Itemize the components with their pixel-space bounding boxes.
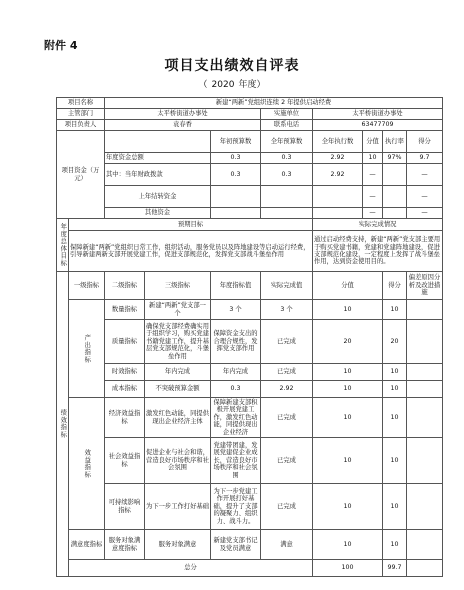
funds-cell: 0.3	[261, 164, 313, 186]
row-project-name	[57, 98, 443, 109]
funds-cell: 2.92	[313, 164, 363, 186]
page-title: 项目支出绩效自评表	[164, 58, 300, 74]
perf-got: 10	[383, 438, 407, 484]
perf-second: 数量指标	[105, 300, 145, 320]
perf-target: 3 个	[211, 300, 261, 320]
perf-got: 10	[383, 381, 407, 398]
overall-content-row	[57, 231, 443, 272]
perf-header: 分值	[313, 272, 383, 300]
overall-header-row	[57, 219, 443, 231]
perf-note	[407, 530, 443, 560]
funds-cell	[211, 186, 261, 208]
perf-row	[57, 381, 443, 398]
self-evaluation-table	[56, 97, 443, 577]
funds-row-label: 其中：当年财政拨款	[105, 164, 211, 186]
perf-score: 10	[313, 438, 383, 484]
funds-cell	[383, 208, 407, 219]
impl-label: 实施单位	[261, 109, 313, 120]
perf-note	[407, 484, 443, 530]
funds-blank-header	[105, 131, 211, 153]
perf-row	[57, 530, 443, 560]
perf-header: 一级指标	[69, 272, 105, 300]
perf-actual: 已完成	[261, 484, 313, 530]
perf-target: 新建党支部书记及党员满意	[211, 530, 261, 560]
perf-second: 时效指标	[105, 364, 145, 381]
funds-cell: —	[407, 164, 443, 186]
perf-third: 激发红色动能，同提供现出企业经济主体	[145, 398, 211, 438]
perf-actual: 满意	[261, 530, 313, 560]
perf-second: 质量指标	[105, 320, 145, 364]
perf-actual: 已完成	[261, 398, 313, 438]
funds-cell: 0.3	[261, 153, 313, 164]
overall-goal-label: 年度总体目标	[57, 219, 69, 272]
funds-col-header: 全年预算数	[261, 131, 313, 153]
perf-note	[407, 320, 443, 364]
perf-target: 为下一步党建工作开展打好基础，提升了支部的凝聚力、组织力、战斗力。	[211, 484, 261, 530]
year-open: （	[198, 80, 208, 90]
perf-header: 二级指标	[105, 272, 145, 300]
funds-cell: —	[407, 208, 443, 219]
perf-actual: 3 个	[261, 300, 313, 320]
phone-value: 63477709	[313, 120, 443, 131]
perf-third: 服务对象满意	[145, 530, 211, 560]
perf-row	[57, 320, 443, 364]
output-indicator-label: 产出指标	[69, 300, 105, 398]
perf-target: 保障新建支部积极开展党建工作，激发红色动能，同提供现出企业经济	[211, 398, 261, 438]
funds-cell: 10	[363, 153, 383, 164]
perf-score: 10	[313, 398, 383, 438]
perf-row	[57, 300, 443, 320]
funds-col-header: 全年执行数	[313, 131, 363, 153]
perf-header: 偏差原因分析及改进措施	[407, 272, 443, 300]
dept-value: 太平桥街道办事处	[105, 109, 261, 120]
funds-cell: —	[407, 186, 443, 208]
funds-cell	[313, 186, 363, 208]
perf-row	[57, 438, 443, 484]
perf-header: 实际完成值	[261, 272, 313, 300]
total-row	[57, 560, 443, 577]
perf-score: 10	[313, 381, 383, 398]
perf-target: 保障资金支出的合理合规性，发挥党支部作用	[211, 320, 261, 364]
perf-note	[407, 364, 443, 381]
funds-cell: —	[363, 164, 383, 186]
perf-got: 20	[383, 320, 407, 364]
perf-header: 得分	[383, 272, 407, 300]
perf-target: 年内完成	[211, 364, 261, 381]
perf-got: 10	[383, 484, 407, 530]
perf-score: 10	[313, 300, 383, 320]
funds-cell	[313, 208, 363, 219]
perf-target: 0.3	[211, 381, 261, 398]
project-name-value: 新建“两新”党组织连续 2 年提供启动经费	[105, 98, 443, 109]
perf-second: 经济效益指标	[105, 398, 145, 438]
funds-col-header: 分值	[363, 131, 383, 153]
funds-cell	[261, 208, 313, 219]
perf-third: 新建“两新”党支部一个	[145, 300, 211, 320]
perf-actual: 已完成	[261, 438, 313, 484]
perf-note	[407, 438, 443, 484]
funds-col-header: 执行率	[383, 131, 407, 153]
total-score: 100	[313, 560, 383, 577]
perf-actual: 已完成	[261, 364, 313, 381]
perf-note	[407, 398, 443, 438]
perf-actual: 2.92	[261, 381, 313, 398]
total-got: 99.7	[383, 560, 407, 577]
funds-cell: 97%	[383, 153, 407, 164]
actual-completion-text: 通过启动经费支持，新建“两新”党支部主要用于购买党建书籍，党建和党建阵地建设，促进支部规范化建设，一定程度上发挥了战斗堡垒作用，达到资金使用目的。	[313, 231, 443, 272]
perf-header-row	[57, 272, 443, 300]
funds-cell	[211, 208, 261, 219]
funds-row	[57, 164, 443, 186]
leader-value: 袁春香	[105, 120, 261, 131]
funds-cell: 0.3	[211, 153, 261, 164]
actual-completion-label: 实际完成情况	[313, 219, 443, 231]
satisfaction-indicator-label: 满意度指标	[69, 530, 105, 560]
funds-cell: 9.7	[407, 153, 443, 164]
perf-third: 促进企业与社会和谐，营造良好市场秩序和社会氛围	[145, 438, 211, 484]
funds-label: 项目资金（万元）	[57, 131, 105, 219]
funds-row	[57, 186, 443, 208]
perf-third: 为下一步工作打好基础	[145, 484, 211, 530]
perf-score: 10	[313, 484, 383, 530]
year-value: 2020	[211, 80, 235, 90]
funds-col-header: 年初预算数	[211, 131, 261, 153]
funds-cell: —	[363, 186, 383, 208]
funds-row	[57, 208, 443, 219]
perf-row	[57, 398, 443, 438]
perf-target: 党建带团建，发展党建促企业成长，营造良好市场秩序和社会氛围	[211, 438, 261, 484]
perf-score: 10	[313, 530, 383, 560]
year-label: 年度）	[238, 80, 266, 90]
total-label: 总分	[69, 560, 313, 577]
funds-header-row	[57, 131, 443, 153]
perf-third: 年内完成	[145, 364, 211, 381]
row-dept	[57, 109, 443, 120]
funds-cell: —	[363, 208, 383, 219]
expected-goal-label: 预期目标	[69, 219, 313, 231]
total-note	[407, 560, 443, 577]
perf-got: 10	[383, 300, 407, 320]
perf-second: 成本指标	[105, 381, 145, 398]
perf-score: 20	[313, 320, 383, 364]
perf-label: 绩效指标	[57, 272, 69, 577]
perf-score: 10	[313, 364, 383, 381]
perf-second: 服务对象满意度指标	[105, 530, 145, 560]
funds-cell: 0.3	[211, 164, 261, 186]
dept-label: 主管部门	[57, 109, 105, 120]
perf-got: 10	[383, 364, 407, 381]
funds-cell: 2.92	[313, 153, 363, 164]
funds-row-label: 年度资金总额	[105, 153, 211, 164]
project-name-label: 项目名称	[57, 98, 105, 109]
perf-second: 可持续影响指标	[105, 484, 145, 530]
funds-cell	[383, 164, 407, 186]
perf-note	[407, 381, 443, 398]
row-leader	[57, 120, 443, 131]
impl-value: 太平桥街道办事处	[313, 109, 443, 120]
perf-third: 不突破预算金额	[145, 381, 211, 398]
funds-row-label: 其他资金	[105, 208, 211, 219]
perf-second: 社会效益指标	[105, 438, 145, 484]
expected-goal-text: 保障新建“两新”党组织日常工作，组织活动，服务党员以及阵地建设等启动运行经费，引导新建两新支部开展党建工作，促进支部规范化，发挥党支部战斗堡垒作用	[69, 231, 313, 272]
perf-third: 确保党支部经费确实用于组织学习，购买党建书籍党建工作，提升基层党支部规范化，斗堡垒作用	[145, 320, 211, 364]
funds-row	[57, 153, 443, 164]
funds-col-header: 得分	[407, 131, 443, 153]
funds-cell	[261, 186, 313, 208]
effect-indicator-label: 效益指标	[69, 398, 105, 530]
perf-header: 年度指标值	[211, 272, 261, 300]
perf-header: 三级指标	[145, 272, 211, 300]
perf-actual: 已完成	[261, 320, 313, 364]
perf-note	[407, 300, 443, 320]
funds-row-label: 上年结转资金	[105, 186, 211, 208]
perf-row	[57, 484, 443, 530]
perf-got: 10	[383, 398, 407, 438]
leader-label: 项目负责人	[57, 120, 105, 131]
perf-row	[57, 364, 443, 381]
perf-got: 10	[383, 530, 407, 560]
year-subtitle	[0, 77, 464, 90]
attachment-label: 附件 4	[44, 39, 78, 52]
funds-cell	[383, 186, 407, 208]
phone-label: 联系电话	[261, 120, 313, 131]
